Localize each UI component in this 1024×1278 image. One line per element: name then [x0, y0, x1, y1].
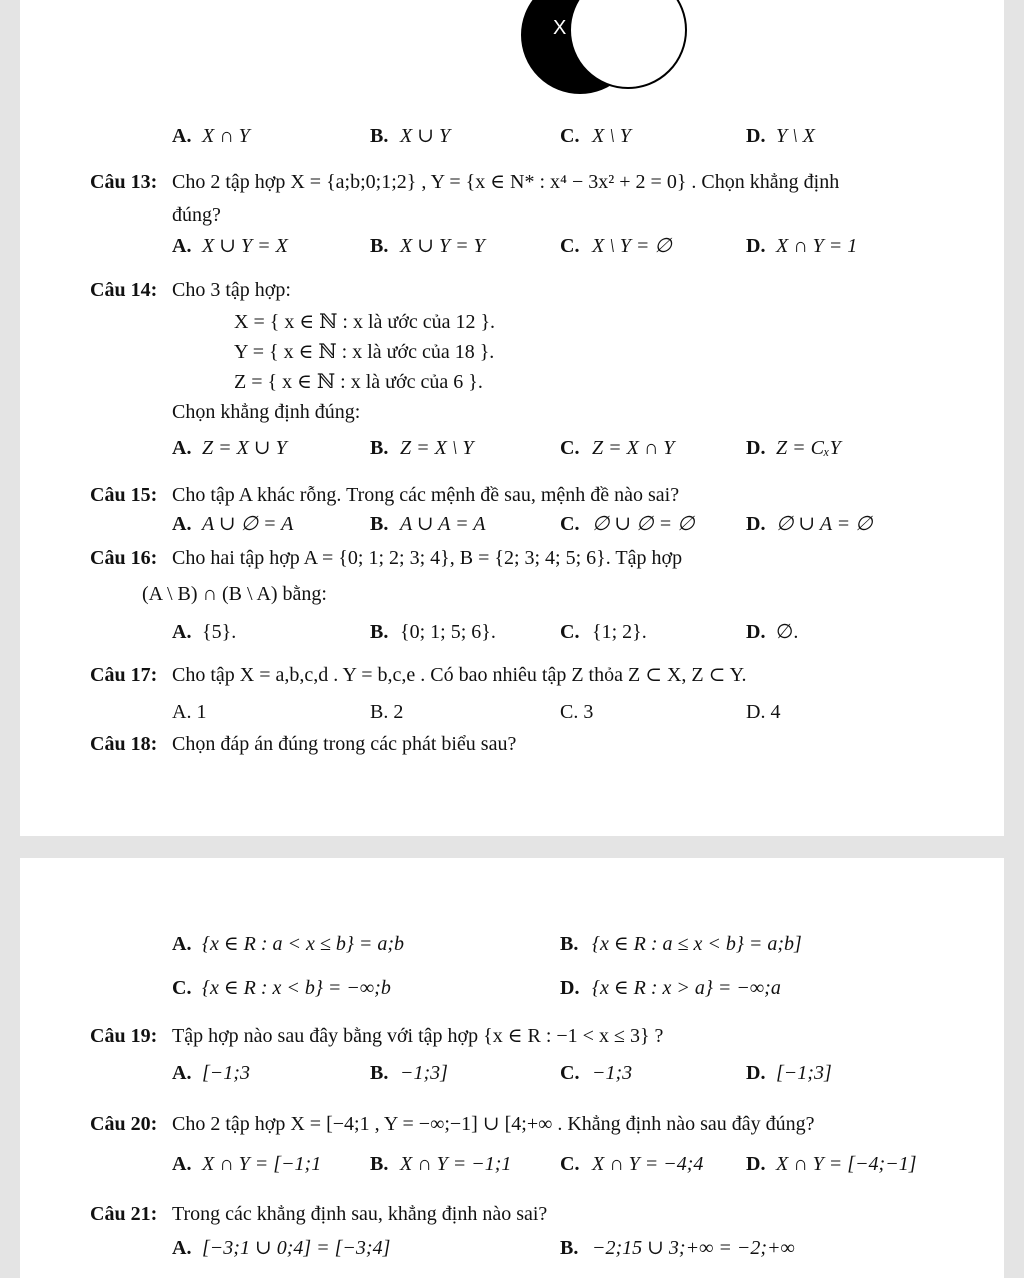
q19-option-b: −1;3] — [400, 1062, 448, 1084]
q18-text: Chọn đáp án đúng trong các phát biểu sau? — [172, 733, 517, 755]
q21-option-b: −2;15 ∪ 3;+∞ = −2;+∞ — [592, 1237, 795, 1259]
q16-label: Câu 16: — [90, 547, 158, 569]
q18-key-c: C. — [172, 977, 192, 999]
q16-option-a: {5}. — [202, 621, 237, 643]
venn-label-x: X — [553, 17, 567, 39]
q16-option-c: {1; 2}. — [592, 621, 647, 643]
q15-key-b: B. — [370, 513, 389, 535]
q14-key-a: A. — [172, 437, 192, 459]
q19-text: Tập hợp nào sau đây bằng với tập hợp {x ∈ R : −1 < x ≤ 3} ? — [172, 1025, 664, 1047]
q13-option-a: X ∪ Y = X — [202, 235, 288, 257]
q13-option-c: X \ Y = ∅ — [592, 235, 672, 257]
q20-text: Cho 2 tập hợp X = [−4;1 , Y = −∞;−1] ∪ [4;+∞ . Khẳng định nào sau đây đúng? — [172, 1113, 815, 1135]
q15-key-a: A. — [172, 513, 192, 535]
q14-set-z: Z = { x ∈ ℕ : x là ước của 6 }. — [234, 371, 483, 393]
q15-key-d: D. — [746, 513, 766, 535]
q19-option-d: [−1;3] — [776, 1062, 832, 1084]
q19-key-b: B. — [370, 1062, 389, 1084]
q21-option-a: [−3;1 ∪ 0;4] = [−3;4] — [202, 1237, 391, 1259]
q18-option-b: {x ∈ R : a ≤ x < b} = a;b] — [592, 933, 802, 955]
q17-option-d: D. 4 — [746, 701, 781, 723]
q20-key-a: A. — [172, 1153, 192, 1175]
q16-option-d: ∅. — [776, 621, 799, 643]
q15-key-c: C. — [560, 513, 580, 535]
q21-key-a: A. — [172, 1237, 192, 1259]
q16-key-b: B. — [370, 621, 389, 643]
q14-set-y: Y = { x ∈ ℕ : x là ước của 18 }. — [234, 341, 495, 363]
q14-set-x: X = { x ∈ ℕ : x là ước của 12 }. — [234, 311, 496, 333]
q16-text-line1: Cho hai tập hợp A = {0; 1; 2; 3; 4}, B = {2; 3; 4; 5; 6}. Tập hợp — [172, 547, 683, 569]
q12-option-d: Y \ X — [776, 125, 815, 147]
q21-key-b: B. — [560, 1237, 579, 1259]
q14-key-b: B. — [370, 437, 389, 459]
q14-option-d: Z = CₓY — [776, 437, 841, 459]
q20-label: Câu 20: — [90, 1113, 158, 1135]
q12-option-c: X \ Y — [592, 125, 631, 147]
document-page-1 — [20, 0, 1004, 836]
q13-label: Câu 13: — [90, 171, 158, 193]
q17-label: Câu 17: — [90, 664, 158, 686]
q20-option-c: X ∩ Y = −4;4 — [592, 1153, 704, 1175]
q12-key-d: D. — [746, 125, 766, 147]
q18-label: Câu 18: — [90, 733, 158, 755]
document-page-2 — [20, 858, 1004, 1278]
q14-option-a: Z = X ∪ Y — [202, 437, 287, 459]
q13-option-b: X ∪ Y = Y — [400, 235, 485, 257]
q16-key-d: D. — [746, 621, 766, 643]
q18-option-c: {x ∈ R : x < b} = −∞;b — [202, 977, 391, 999]
q12-option-b: X ∪ Y — [400, 125, 451, 147]
q12-key-c: C. — [560, 125, 580, 147]
q18-key-a: A. — [172, 933, 192, 955]
q14-option-c: Z = X ∩ Y — [592, 437, 675, 459]
q14-label: Câu 14: — [90, 279, 158, 301]
q16-key-a: A. — [172, 621, 192, 643]
q12-option-a: X ∩ Y — [202, 125, 250, 147]
q18-key-b: B. — [560, 933, 579, 955]
q19-key-c: C. — [560, 1062, 580, 1084]
q14-prompt: Chọn khẳng định đúng: — [172, 401, 361, 423]
q13-text-line2: đúng? — [172, 204, 221, 226]
q20-option-d: X ∩ Y = [−4;−1] — [776, 1153, 917, 1175]
q13-option-d: X ∩ Y = 1 — [776, 235, 858, 257]
q15-text: Cho tập A khác rỗng. Trong các mệnh đề sau, mệnh đề nào sai? — [172, 484, 680, 506]
q21-text: Trong các khẳng định sau, khẳng định nào sai? — [172, 1203, 548, 1225]
q13-key-a: A. — [172, 235, 192, 257]
q16-key-c: C. — [560, 621, 580, 643]
q16-option-b: {0; 1; 5; 6}. — [400, 621, 496, 643]
q18-option-d: {x ∈ R : x > a} = −∞;a — [592, 977, 781, 999]
q17-text: Cho tập X = a,b,c,d . Y = b,c,e . Có bao nhiêu tập Z thỏa Z ⊂ X, Z ⊂ Y. — [172, 664, 747, 686]
q20-option-a: X ∩ Y = [−1;1 — [202, 1153, 322, 1175]
q17-option-a: A. 1 — [172, 701, 207, 723]
q18-option-a: {x ∈ R : a < x ≤ b} = a;b — [202, 933, 405, 955]
q15-option-a: A ∪ ∅ = A — [202, 513, 294, 535]
q14-key-d: D. — [746, 437, 766, 459]
q20-key-c: C. — [560, 1153, 580, 1175]
q13-key-d: D. — [746, 235, 766, 257]
q21-label: Câu 21: — [90, 1203, 158, 1225]
q18-key-d: D. — [560, 977, 580, 999]
q19-key-d: D. — [746, 1062, 766, 1084]
venn-diagram — [500, 0, 700, 120]
q12-key-b: B. — [370, 125, 389, 147]
q13-key-b: B. — [370, 235, 389, 257]
q12-key-a: A. — [172, 125, 192, 147]
q14-option-b: Z = X \ Y — [400, 437, 474, 459]
q20-key-b: B. — [370, 1153, 389, 1175]
q14-text: Cho 3 tập hợp: — [172, 279, 291, 301]
q15-label: Câu 15: — [90, 484, 158, 506]
q15-option-d: ∅ ∪ A = ∅ — [776, 513, 873, 535]
q17-option-c: C. 3 — [560, 701, 594, 723]
q20-key-d: D. — [746, 1153, 766, 1175]
q15-option-c: ∅ ∪ ∅ = ∅ — [592, 513, 695, 535]
q15-option-b: A ∪ A = A — [400, 513, 486, 535]
q19-option-a: [−1;3 — [202, 1062, 250, 1084]
q19-option-c: −1;3 — [592, 1062, 633, 1084]
q17-option-b: B. 2 — [370, 701, 404, 723]
q14-key-c: C. — [560, 437, 580, 459]
q13-text-line1: Cho 2 tập hợp X = {a;b;0;1;2} , Y = {x ∈ N* : x⁴ − 3x² + 2 = 0} . Chọn khẳng định — [172, 171, 840, 193]
q16-text-line2: (A \ B) ∩ (B \ A) bằng: — [142, 583, 327, 605]
q20-option-b: X ∩ Y = −1;1 — [400, 1153, 512, 1175]
q19-key-a: A. — [172, 1062, 192, 1084]
q13-key-c: C. — [560, 235, 580, 257]
q19-label: Câu 19: — [90, 1025, 158, 1047]
